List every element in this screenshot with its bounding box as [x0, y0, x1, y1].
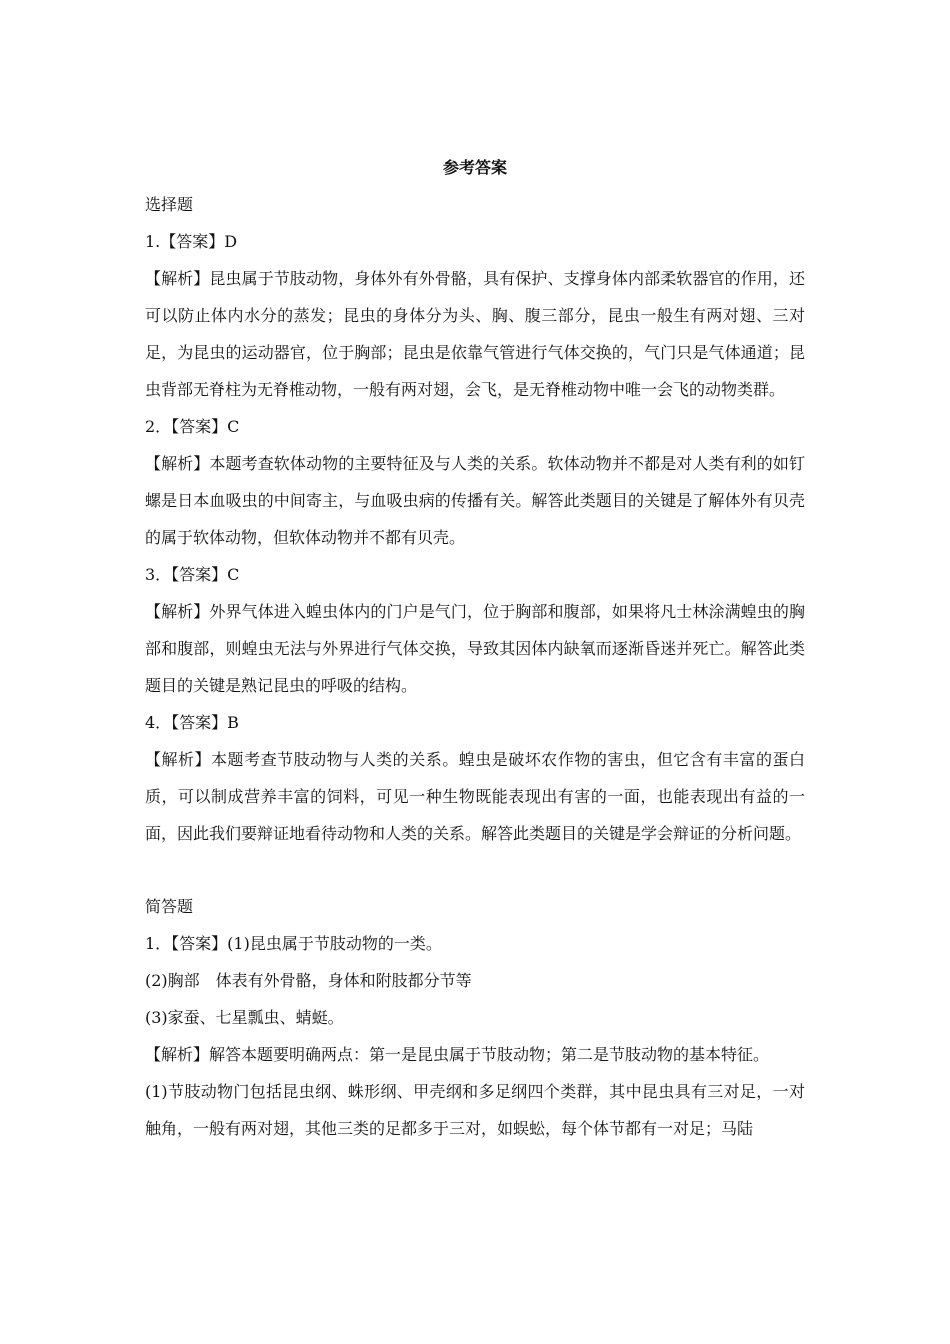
analysis-3: 【解析】外界气体进入蝗虫体内的门户是气门，位于胸部和腹部，如果将凡士林涂满蝗虫的胸部和腹部，则蝗虫无法与外界进行气体交换，导致其因体内缺氧而逐渐昏迷并死亡。解答此类题目的关键是熟记昆虫的呼吸的结构。: [145, 602, 805, 695]
page-title: 参考答案: [442, 158, 507, 177]
answer-4: 4．【答案】B: [145, 713, 239, 732]
section-gap: [145, 852, 805, 888]
short-answer-line-1: 1．【答案】(1)昆虫属于节肢动物的一类。: [145, 934, 442, 953]
section-heading-choice: 选择题: [145, 195, 194, 214]
answer-2: 2．【答案】C: [145, 417, 240, 436]
analysis-1: 【解析】昆虫属于节肢动物，身体外有外骨骼，具有保护、支撑身体内部柔软器官的作用，还可以防止体内水分的蒸发；昆虫的身体分为头、胸、腹三部分，昆虫一般生有两对翅、三对足，为昆虫的运动器官，位于胸部；昆虫是依靠气管进行气体交换的，气门只是气体通道；昆虫背部无脊柱为无脊椎动物，一般有两对翅，会飞，是无脊椎动物中唯一会飞的动物类群。: [145, 269, 805, 399]
section-heading-short-answer: 简答题: [145, 897, 194, 916]
short-answer-line-2: (2)胸部 体表有外骨骼，身体和附肢都分节等: [145, 971, 472, 990]
answer-3: 3．【答案】C: [145, 565, 240, 584]
document-page: [145, 150, 805, 1147]
analysis-2: 【解析】本题考查软体动物的主要特征及与人类的关系。软体动物并不都是对人类有利的如钉螺是日本血吸虫的中间寄主，与血吸虫病的传播有关。解答此类题目的关键是了解体外有贝壳的属于软体动物，但软体动物并不都有贝壳。: [145, 454, 805, 547]
short-analysis-intro: 【解析】解答本题要明确两点：第一是昆虫属于节肢动物；第二是节肢动物的基本特征。: [145, 1045, 770, 1064]
short-answer-line-3: (3)家蚕、七星瓢虫、蜻蜓。: [145, 1008, 344, 1027]
answer-1: 1.【答案】D: [145, 232, 238, 251]
analysis-4: 【解析】本题考查节肢动物与人类的关系。蝗虫是破坏农作物的害虫，但它含有丰富的蛋白质，可以制成营养丰富的饲料，可见一种生物既能表现出有害的一面，也能表现出有益的一面，因此我们要辩证地看待动物和人类的关系。解答此类题目的关键是学会辩证的分析问题。: [145, 750, 805, 843]
short-analysis-detail: (1)节肢动物门包括昆虫纲、蛛形纲、甲壳纲和多足纲四个类群，其中昆虫具有三对足，一对触角，一般有两对翅，其他三类的足都多于三对，如蜈蚣，每个体节都有一对足；马陆: [145, 1082, 805, 1138]
